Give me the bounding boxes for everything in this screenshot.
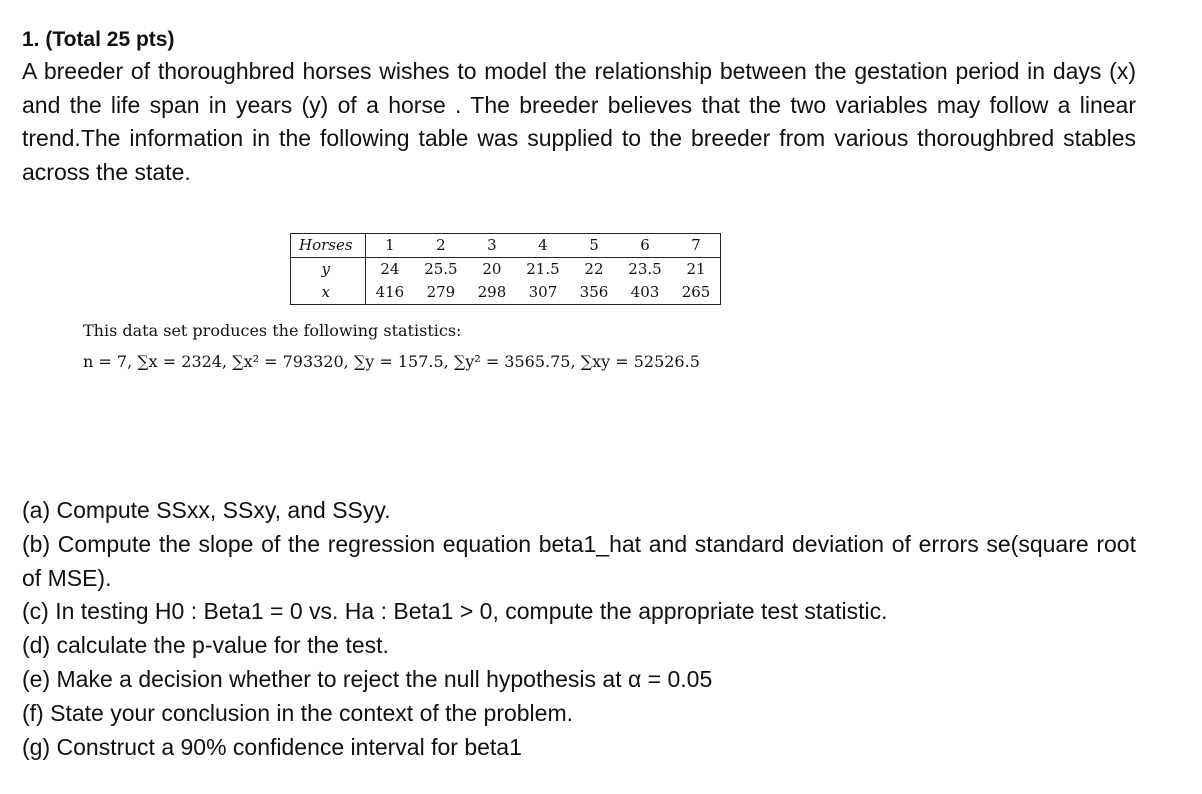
question-part-e: (e) Make a decision whether to reject the null hypothesis at α = 0.05 bbox=[22, 665, 713, 692]
table-cell: 22 bbox=[584, 260, 604, 278]
table-cell: 21.5 bbox=[526, 260, 560, 278]
table-cell: 24 bbox=[380, 260, 400, 278]
question-description: A breeder of thoroughbred horses wishes to model the relationship between the gestation period in days (x) and the life span in years (y) of a horse . The breeder believes that the two variables may follow a linear trend.The information in the following table was supplied to the breeder from various thoroughbred stables across the state. bbox=[22, 58, 1136, 185]
question-title: 1. (Total 25 pts) bbox=[22, 28, 175, 51]
table-cell: 6 bbox=[618, 234, 671, 258]
horse-data-table bbox=[290, 233, 721, 305]
question-part-c: (c) In testing H0 : Beta1 = 0 vs. Ha : Beta1 > 0, compute the appropriate test statistic. bbox=[22, 598, 888, 625]
table-cell: 416 bbox=[375, 283, 405, 301]
table-cell: 25.5 bbox=[424, 260, 458, 278]
question-part-g: (g) Construct a 90% confidence interval for beta1 bbox=[22, 733, 522, 760]
table-cell: 1 bbox=[365, 234, 414, 258]
table-cell: 265 bbox=[681, 283, 711, 301]
table-cell: 2 bbox=[414, 234, 467, 258]
statistics-summary: n = 7, ∑x = 2324, ∑x² = 793320, ∑y = 157.5, ∑y² = 3565.75, ∑xy = 52526.5 bbox=[83, 352, 700, 371]
question-part-d: (d) calculate the p-value for the test. bbox=[22, 632, 389, 659]
table-cell: 21 bbox=[686, 260, 706, 278]
table-cell: 5 bbox=[570, 234, 619, 258]
table-cell: 356 bbox=[579, 283, 609, 301]
question-part-b: (b) Compute the slope of the regression equation beta1_hat and standard deviation of errors se(square root of MSE). bbox=[22, 530, 1136, 591]
table-cell: 3 bbox=[468, 234, 517, 258]
table-header-label: Horses bbox=[291, 234, 366, 258]
table-header-row bbox=[291, 234, 721, 258]
table-row-x bbox=[291, 281, 721, 305]
question-parts-list bbox=[22, 494, 1136, 764]
table-cell: 4 bbox=[516, 234, 569, 258]
table-cell: 23.5 bbox=[628, 260, 662, 278]
table-row-y bbox=[291, 258, 721, 282]
table-cell: 307 bbox=[528, 283, 558, 301]
table-row-label: x bbox=[291, 281, 366, 305]
question-part-a: (a) Compute SSxx, SSxy, and SSyy. bbox=[22, 497, 391, 523]
table-cell: 403 bbox=[630, 283, 660, 301]
table-cell: 279 bbox=[426, 283, 456, 301]
table-cell: 20 bbox=[482, 260, 502, 278]
table-row-label: y bbox=[291, 258, 366, 282]
question-part-f: (f) State your conclusion in the context of the problem. bbox=[22, 699, 574, 726]
table-cell: 7 bbox=[672, 234, 721, 258]
statistics-intro: This data set produces the following statistics: bbox=[83, 321, 462, 340]
table-cell: 298 bbox=[477, 283, 507, 301]
